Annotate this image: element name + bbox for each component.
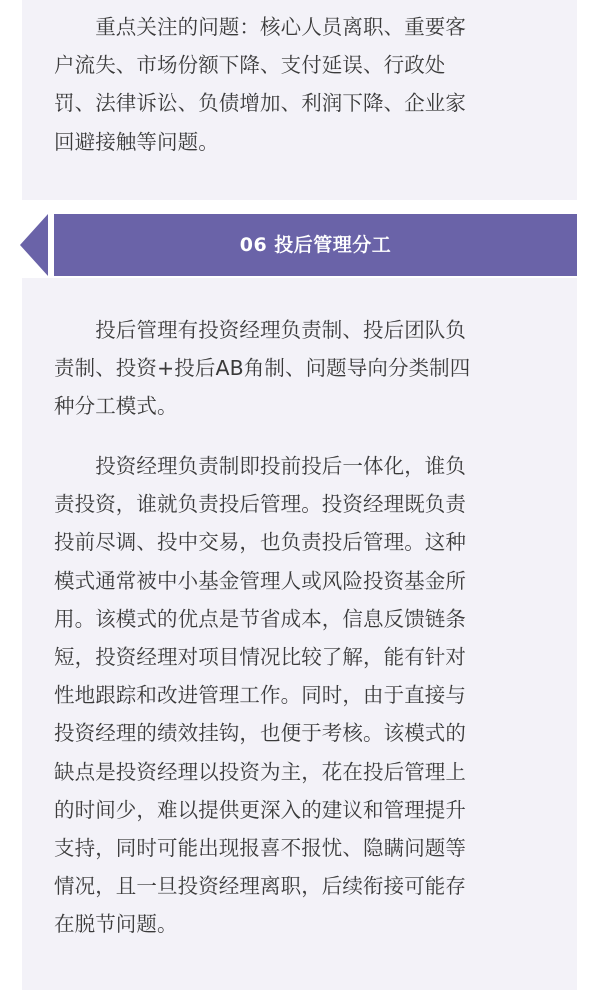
section-title: 06 投后管理分工 — [239, 234, 392, 256]
paragraph-manager-responsibility: 投资经理负责制即投前投后一体化，谁负 责投资，谁就负责投后管理。投资经理既负责 投前尽调、投中交易，也负责投后管理。这种 模式通常被中小基金管理人或风险投资基金所 用。该模式的优点是节省成本，信息反馈链条 短，投资经理对项目情况比较了解，能有针对 性地跟踪和改进管理工作。同时，由于直接与 投资经理的绩效挂钩，也便于考核。该模式的 缺点是投资经理以投资为主，花在投后管理上 的时间少，难以提供更深入的建议和管理提升 支持，同时可能出现报喜不报忧、隐瞒问题等 情况，且一旦投资经理离职，后续衔接可能存 在脱节问题。 — [54, 454, 466, 937]
left-arrow-icon — [20, 214, 48, 276]
paragraph-key-concerns: 重点关注的问题：核心人员离职、重要客 户流失、市场份额下降、支付延误、行政处 罚、法律诉讼、负债增加、利润下降、企业家 回避接触等问题。 — [54, 15, 466, 154]
section-header — [20, 214, 577, 276]
paragraph-division-modes: 投后管理有投资经理负责制、投后团队负 责制、投资+投后AB角制、问题导向分类制四 种分工模式。 — [54, 318, 471, 419]
